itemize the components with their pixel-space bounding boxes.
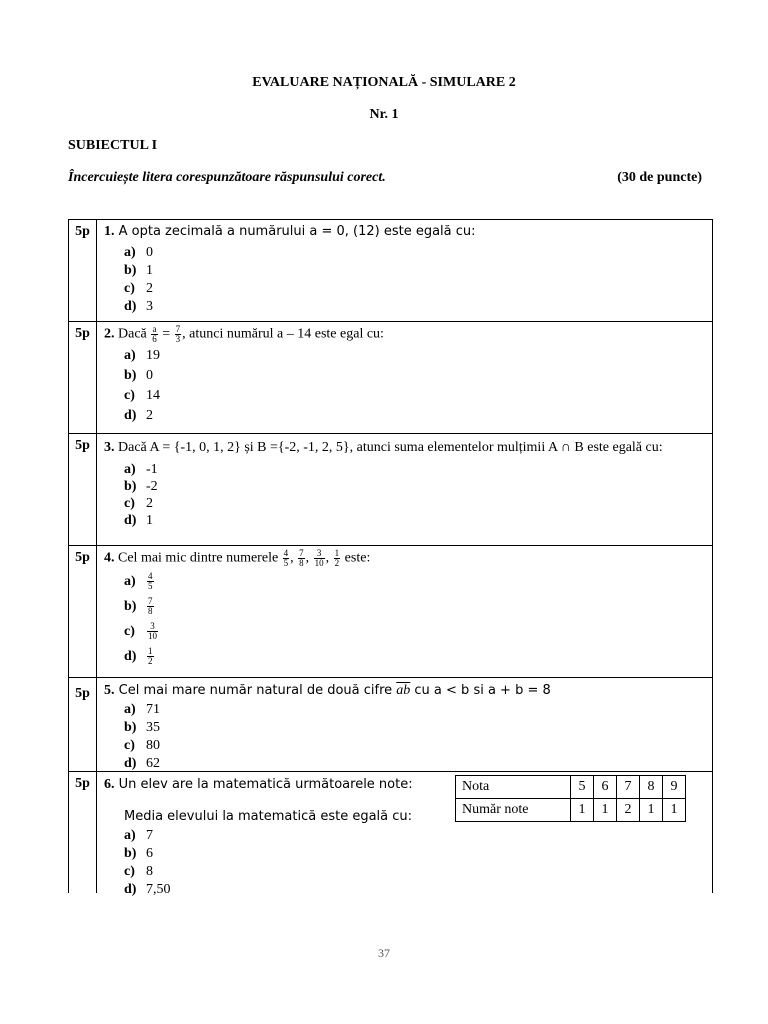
page-number: 37 [378,946,390,960]
question-text: Cel mai mare număr natural de două cifre [114,683,397,698]
option[interactable]: d) $\frac{1}{2}$ [124,646,153,667]
subject-number: Nr. 1 [369,107,399,122]
grade-cell: 6 [594,776,617,799]
option[interactable]: c) 8 [124,864,153,879]
fraction: $\frac{7}{3}$ [175,324,181,344]
grade-cell: 7 [617,776,640,799]
option[interactable]: b) 6 [124,846,153,861]
question-text: Media elevului la matematică este egală cu: [124,809,413,824]
fraction: $\frac{7}{8}$ [299,548,304,568]
question-points: 5p [69,220,97,321]
question-points: 5p [69,322,97,433]
section-points: (30 de puncte) [617,170,702,185]
option[interactable]: a) 7 [124,828,153,843]
option[interactable]: b) 35 [124,720,160,735]
question-text: Un elev are la matematică următoarele note: [114,777,413,792]
option[interactable]: b) 1 [124,263,153,278]
fraction: $\frac{3}{10}$ [314,548,324,568]
question-number: 6. [104,777,115,792]
grade-cell: 9 [663,776,686,799]
question-2: 5p 2. Dacă $\frac{a}{6}$ = $\frac{7}{3}$ , atunci numărul a – 14 este egal cu: a) 19 b) 0 c) 14 d) 2 [69,322,712,434]
page-title: EVALUARE NAȚIONALĂ - SIMULARE 2 [252,75,516,90]
question-3 [69,434,712,546]
fraction: $\frac{a}{6}$ [152,324,157,344]
question-points: 5p [69,772,97,893]
instruction: Încercuiește litera corespunzătoare răspunsului corect. [68,170,386,185]
option[interactable]: a) 19 [124,348,160,363]
grades-label: Nota [456,776,571,799]
question-points: 5p [69,546,97,677]
option[interactable]: b) -2 [124,479,158,494]
option[interactable]: c) $\frac{3}{10}$ [124,621,157,642]
count-cell: 1 [594,799,617,822]
option[interactable]: c) 2 [124,281,153,296]
question-number: 4. [104,550,115,566]
count-cell: 1 [571,799,594,822]
count-label: Număr note [456,799,571,822]
option[interactable]: b) 0 [124,368,153,383]
grade-cell: 5 [571,776,594,799]
option[interactable]: d) 1 [124,513,153,528]
option[interactable]: d) 62 [124,756,160,771]
question-number: 1. [104,224,115,239]
fraction: $\frac{1}{2}$ [334,548,340,568]
option[interactable]: a) 71 [124,702,160,717]
question-text: Cel mai mic dintre numerele [114,550,282,566]
option[interactable]: d) 2 [124,408,153,423]
option[interactable]: a) 0 [124,245,153,260]
count-cell: 2 [617,799,640,822]
option[interactable]: c) 80 [124,738,160,753]
option[interactable]: d) 7,50 [124,882,171,897]
question-text: , atunci numărul a – 14 este egal cu: [182,326,384,342]
count-cell: 1 [663,799,686,822]
question-text: Dacă [114,326,151,342]
option[interactable]: c) 14 [124,388,160,403]
question-text: este: [341,550,371,566]
section-title: SUBIECTUL I [68,138,158,153]
option[interactable]: a) $\frac{4}{5}$ [124,571,153,592]
grade-cell: 8 [640,776,663,799]
question-points: 5p [69,678,97,771]
option[interactable]: d) 3 [124,299,153,314]
overline-number: $\overline{ab}$ [396,683,411,698]
option[interactable]: c) 2 [124,496,153,511]
grades-row [456,776,686,799]
question-number: 5. [104,683,115,698]
question-number: 3. [104,440,115,455]
question-text: A opta zecimală a numărului a = 0, (12) este egală cu: [114,224,476,239]
question-5 [69,678,712,772]
count-cell: 1 [640,799,663,822]
option[interactable]: b) $\frac{7}{8}$ [124,596,153,617]
question-points: 5p [69,434,97,545]
grades-table [455,775,686,822]
question-text: Dacă A = {-1, 0, 1, 2} și B ={-2, -1, 2, 5}, atunci suma elementelor mulțimii A ∩ B este egală cu: [114,440,663,455]
question-1 [69,220,712,322]
question-text: cu a < b si a + b = 8 [410,683,551,698]
fraction: $\frac{4}{5}$ [283,548,289,568]
question-4: 5p 4. Cel mai mic dintre numerele $\frac{4}{5}$ , $\frac{7}{8}$ , $\frac{3}{10}$ , $\frac{1}{2}$ este: a) $\frac{4}{5}$ b) $\frac{7}{8}$ c) $\frac{3}{10}$ d) $\frac{1}{2}$ [69,546,712,678]
option[interactable]: a) -1 [124,462,158,477]
question-number: 2. [104,326,115,342]
count-row [456,799,686,822]
